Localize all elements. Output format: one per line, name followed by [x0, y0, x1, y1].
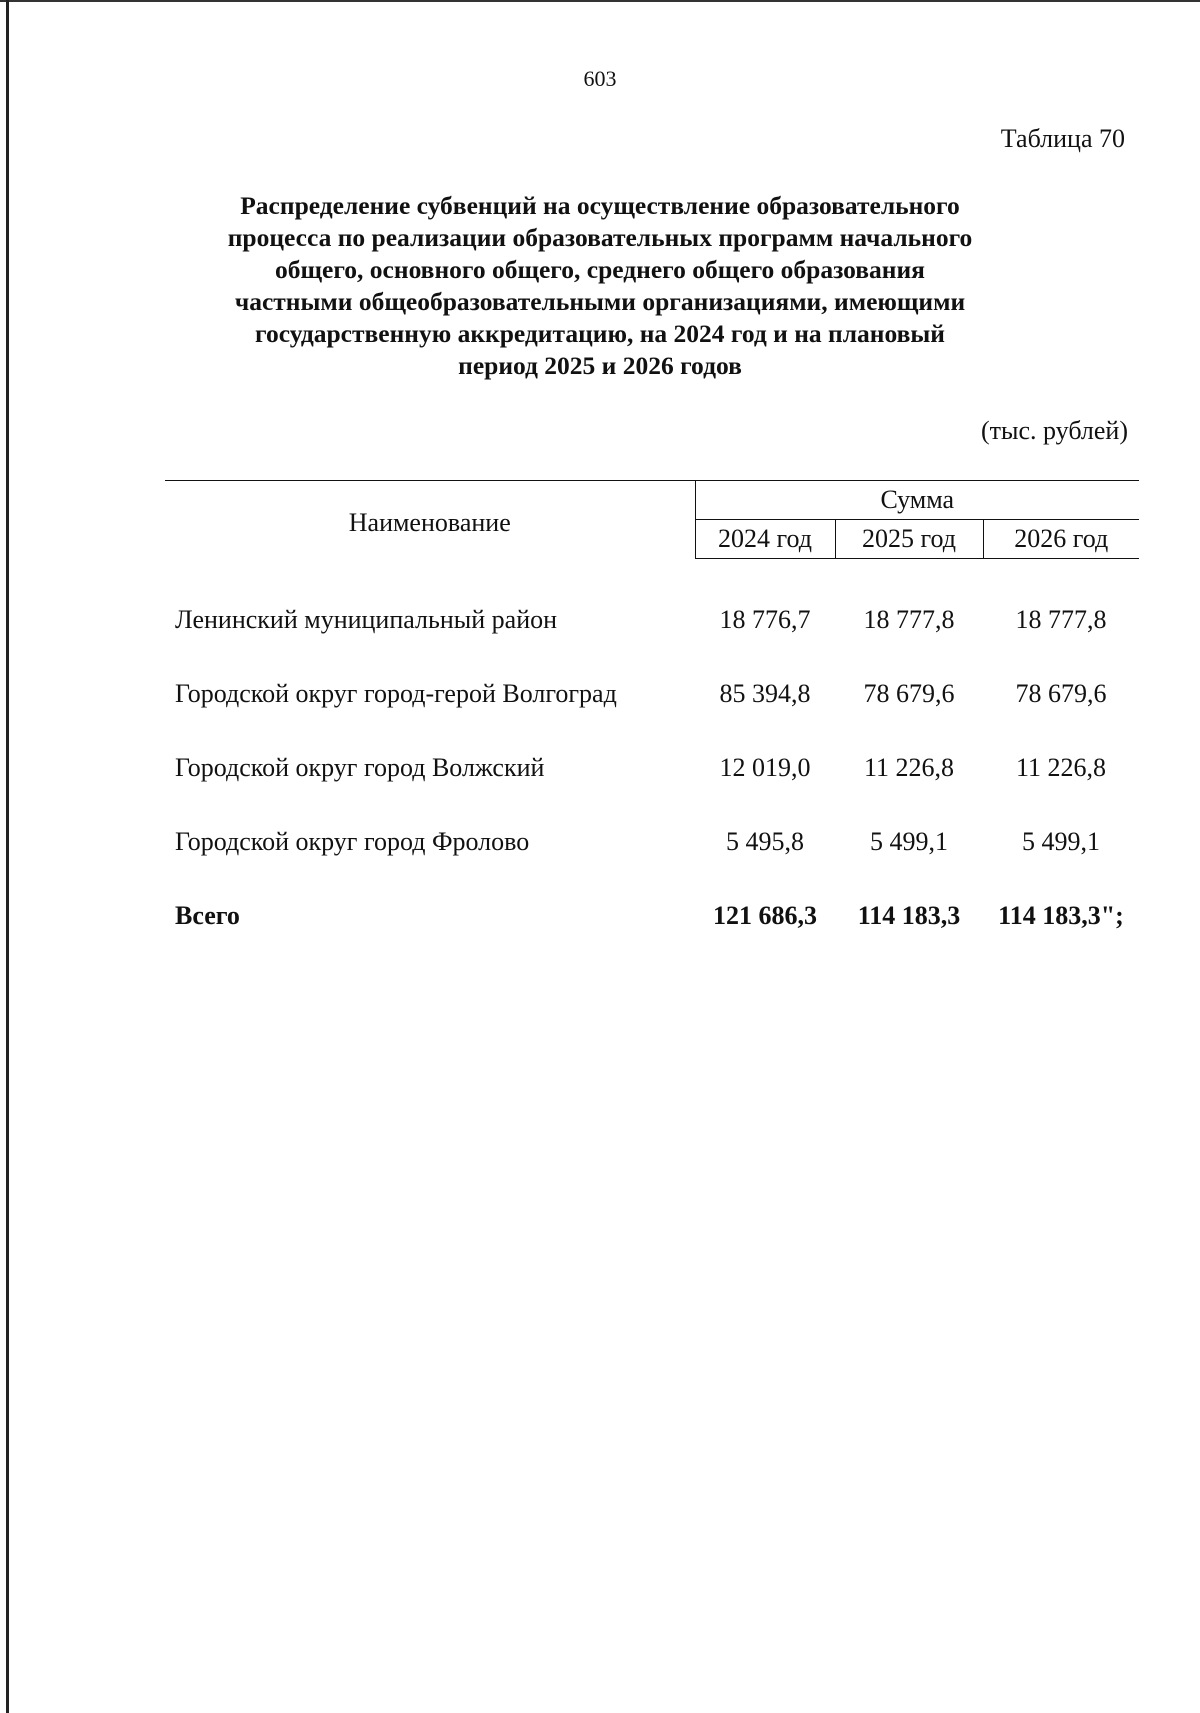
header-year-2026: 2026 год	[983, 520, 1139, 559]
scan-edge-top	[0, 0, 1200, 2]
table-total-row	[165, 879, 1139, 953]
table-row	[165, 731, 1139, 805]
title-line: государственную аккредитацию, на 2024 год и на плановый	[255, 319, 945, 348]
value-2025: 11 226,8	[863, 753, 955, 782]
value-2026: 78 679,6	[1015, 679, 1107, 708]
total-2025: 114 183,3	[857, 901, 961, 930]
document-title	[150, 190, 1050, 382]
title-line: Распределение субвенций на осуществление образовательного	[240, 191, 960, 220]
value-2024: 5 495,8	[726, 827, 804, 856]
value-2026: 11 226,8	[1015, 753, 1107, 782]
row-name: Городской округ город Фролово	[175, 827, 530, 856]
table-row	[165, 559, 1139, 658]
scan-edge-left	[6, 0, 9, 1713]
value-2024: 12 019,0	[719, 753, 811, 782]
table-row	[165, 657, 1139, 731]
header-name: Наименование	[165, 481, 695, 559]
row-name: Ленинский муниципальный район	[175, 604, 558, 634]
table-row	[165, 805, 1139, 879]
value-2024: 85 394,8	[719, 679, 811, 708]
title-line: общего, основного общего, среднего общего образования	[275, 255, 925, 284]
title-line: процесса по реализации образовательных программ начального	[227, 223, 973, 252]
row-name: Городской округ город-герой Волгоград	[175, 679, 617, 708]
page-number: 603	[583, 66, 617, 91]
value-2025: 18 777,8	[863, 605, 955, 634]
value-2025: 78 679,6	[863, 679, 955, 708]
total-2024: 121 686,3	[713, 901, 817, 930]
distribution-table	[165, 480, 1139, 953]
header-year-2025: 2025 год	[835, 520, 983, 559]
value-2024: 18 776,7	[719, 605, 811, 634]
total-2026: 114 183,3";	[998, 901, 1124, 930]
title-line: частными общеобразовательными организациями, имеющими	[234, 287, 966, 316]
value-2025: 5 499,1	[870, 827, 948, 856]
row-name: Городской округ город Волжский	[175, 753, 545, 782]
units-label: (тыс. рублей)	[980, 416, 1128, 445]
value-2026: 5 499,1	[1022, 827, 1100, 856]
table-header-row	[165, 481, 1139, 520]
header-sum: Сумма	[695, 481, 1139, 520]
value-2026: 18 777,8	[1015, 605, 1107, 634]
table-label: Таблица 70	[1000, 124, 1125, 153]
title-line: период 2025 и 2026 годов	[458, 351, 742, 380]
header-year-2024: 2024 год	[695, 520, 835, 559]
total-label: Всего	[175, 901, 240, 930]
